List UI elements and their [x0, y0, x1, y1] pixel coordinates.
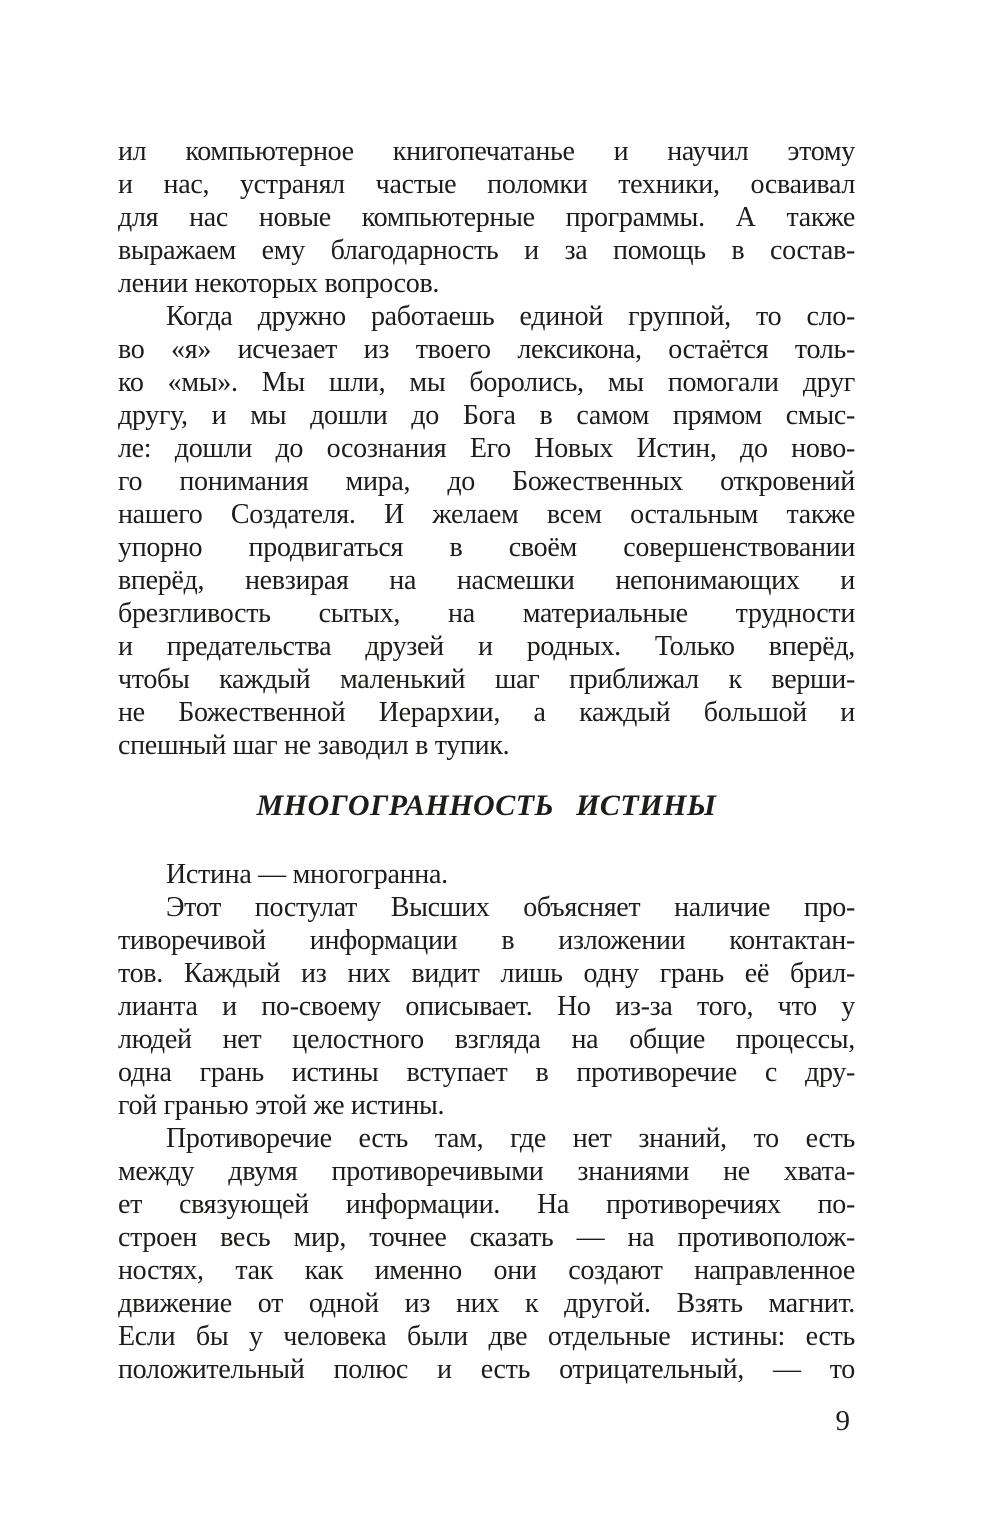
- text-line: Истина — многогранна.: [166, 859, 448, 890]
- text-line: другу, и мы дошли до Бога в самом прямом смыс-: [118, 400, 855, 431]
- text-line: для нас новые компьютерные программы. А также: [118, 202, 855, 233]
- text-line: Если бы у человека были две отдельные истины: есть: [118, 1321, 855, 1352]
- text-line: чтобы каждый маленький шаг приближал к верши-: [118, 664, 855, 695]
- text-line: ил компьютерное книгопечатанье и научил этому: [118, 136, 855, 167]
- text-line: спешный шаг не заводил в тупик.: [118, 730, 510, 761]
- text-line: лианта и по-своему описывает. Но из-за того, что у: [118, 991, 855, 1022]
- text-line: вперёд, невзирая на насмешки непонимающих и: [118, 565, 855, 596]
- text-line: не Божественной Иерархии, а каждый большой и: [118, 697, 855, 728]
- page-text: [118, 135, 855, 1386]
- text-line: между двумя противоречивыми знаниями не хвата-: [118, 1156, 855, 1187]
- text-line: Этот постулат Высших объясняет наличие про-: [166, 892, 855, 923]
- text-line: во «я» исчезает из твоего лексикона, остаётся толь-: [118, 334, 855, 365]
- text-line: Противоречие есть там, где нет знаний, то есть: [166, 1123, 855, 1154]
- text-line: упорно продвигаться в своём совершенствовании: [118, 532, 855, 563]
- text-line: гой гранью этой же истины.: [118, 1090, 445, 1121]
- text-line: лении некоторых вопросов.: [118, 268, 440, 299]
- text-line: людей нет целостного взгляда на общие процессы,: [118, 1024, 855, 1055]
- text-line: положительный полюс и есть отрицательный, — то: [118, 1354, 855, 1385]
- text-line: и предательства друзей и родных. Только вперёд,: [118, 631, 855, 662]
- text-line: строен весь мир, точнее сказать — на противополож-: [118, 1222, 855, 1253]
- text-line: ностях, так как именно они создают направленное: [118, 1255, 855, 1286]
- page-number: 9: [835, 1405, 850, 1437]
- section-heading: МНОГОГРАННОСТЬ ИСТИНЫ: [256, 789, 717, 822]
- text-line: тиворечивой информации в изложении контактан-: [118, 925, 855, 956]
- text-line: ко «мы». Мы шли, мы боролись, мы помогали друг: [118, 367, 855, 398]
- text-line: ет связующей информации. На противоречиях по-: [118, 1189, 855, 1220]
- text-line: движение от одной из них к другой. Взять магнит.: [118, 1288, 855, 1319]
- text-line: Когда дружно работаешь единой группой, то сло-: [166, 301, 855, 332]
- text-line: одна грань истины вступает в противоречие с дру-: [118, 1057, 855, 1088]
- text-line: выражаем ему благодарность и за помощь в состав-: [118, 235, 855, 266]
- text-line: брезгливость сытых, на материальные трудности: [118, 598, 855, 629]
- text-line: ле: дошли до осознания Его Новых Истин, до ново-: [118, 433, 855, 464]
- text-line: тов. Каждый из них видит лишь одну грань её брил-: [118, 958, 855, 989]
- text-line: го понимания мира, до Божественных откровений: [118, 466, 855, 497]
- text-line: и нас, устранял частые поломки техники, осваивал: [118, 169, 855, 200]
- text-line: нашего Создателя. И желаем всем остальным также: [118, 499, 855, 530]
